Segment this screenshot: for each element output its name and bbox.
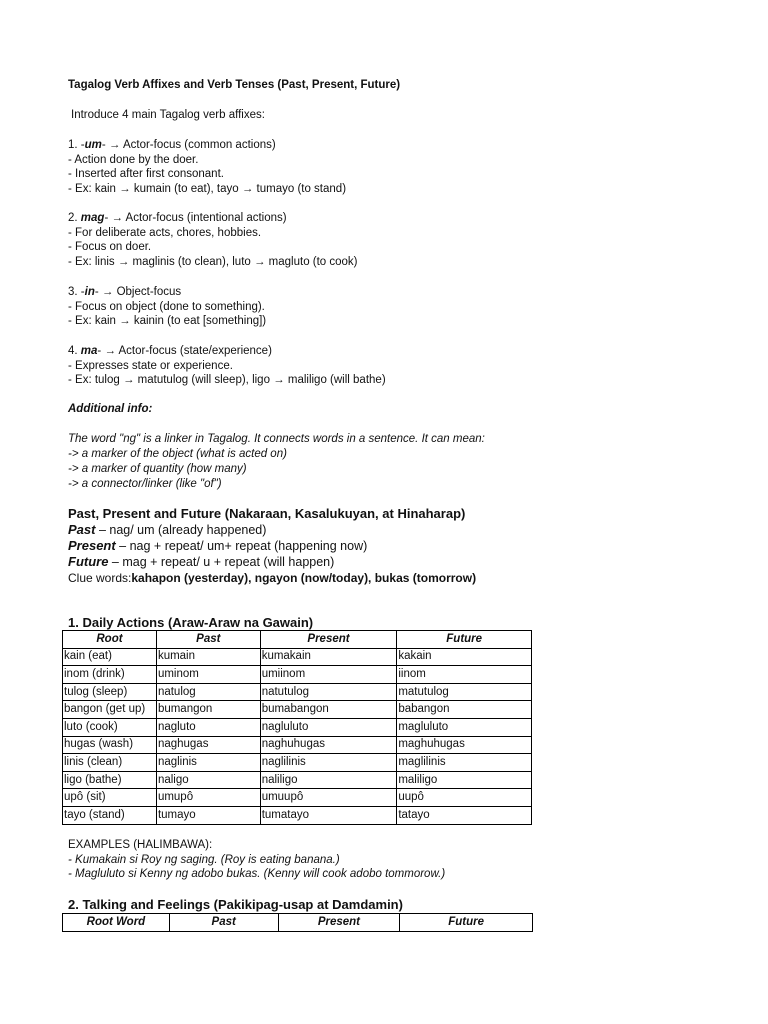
cell-past: naligo — [156, 771, 260, 789]
cell-present: umuupô — [260, 789, 397, 807]
intro-text: Introduce 4 main Tagalog verb affixes: — [71, 109, 265, 121]
cell-root: kain (eat) — [63, 648, 157, 666]
cell-root: ligo (bathe) — [63, 771, 157, 789]
table-row — [63, 754, 532, 772]
examples-heading: EXAMPLES (HALIMBAWA): — [68, 839, 213, 851]
cell-past: tumayo — [156, 806, 260, 824]
column-header-past: Past — [156, 631, 260, 649]
tense-present: Present – nag + repeat/ um+ repeat (happening now) — [68, 538, 368, 553]
section-1-heading: 1. Daily Actions (Araw-Araw na Gawain) — [68, 615, 314, 630]
cell-future: babangon — [397, 701, 532, 719]
cell-future: kakain — [397, 648, 532, 666]
additional-info-heading: Additional info: — [68, 403, 153, 415]
cell-future: magluluto — [397, 718, 532, 736]
affix-note: - For deliberate acts, chores, hobbies. — [68, 226, 262, 239]
daily-actions-table — [62, 630, 532, 825]
cell-present: nagluluto — [260, 718, 397, 736]
table-header-row — [63, 631, 532, 649]
cell-present: natutulog — [260, 683, 397, 701]
table-row — [63, 666, 532, 684]
section-2-heading: 2. Talking and Feelings (Pakikipag-usap at Damdamin) — [68, 897, 403, 912]
table-row — [63, 806, 532, 824]
cell-future: maglilinis — [397, 754, 532, 772]
cell-past: naglinis — [156, 754, 260, 772]
column-header-future: Future — [397, 631, 532, 649]
table-row — [63, 771, 532, 789]
cell-past: bumangon — [156, 701, 260, 719]
cell-root: hugas (wash) — [63, 736, 157, 754]
table-row — [63, 683, 532, 701]
column-header-past: Past — [169, 914, 278, 932]
cell-future: uupô — [397, 789, 532, 807]
cell-root: inom (drink) — [63, 666, 157, 684]
affix-note: - Expresses state or experience. — [68, 359, 233, 372]
document-title: Tagalog Verb Affixes and Verb Tenses (Past, Present, Future) — [68, 79, 401, 91]
cell-root: upô (sit) — [63, 789, 157, 807]
cell-future: matutulog — [397, 683, 532, 701]
affix-heading: 4. ma- → Actor-focus (state/experience) — [68, 345, 272, 357]
table-header-row — [63, 914, 533, 932]
table-row — [63, 789, 532, 807]
tenses-list — [68, 522, 476, 586]
clue-words: Clue words:kahapon (yesterday), ngayon (now/today), bukas (tomorrow) — [68, 571, 477, 585]
additional-info-line: -> a marker of the object (what is acted on) — [68, 448, 287, 460]
affix-example: - Ex: kain → kainin (to eat [something]) — [68, 315, 267, 328]
cell-root: luto (cook) — [63, 718, 157, 736]
cell-present: naliligo — [260, 771, 397, 789]
affix-block-2 — [68, 211, 358, 270]
cell-past: naghugas — [156, 736, 260, 754]
cell-root: bangon (get up) — [63, 701, 157, 719]
affix-example: - Ex: kain → kumain (to eat), tayo → tumayo (to stand) — [68, 183, 347, 196]
additional-info-block — [68, 432, 485, 492]
column-header-root: Root — [63, 631, 157, 649]
additional-info-line: -> a connector/linker (like "of") — [68, 478, 222, 490]
table-row — [63, 736, 532, 754]
affix-heading: 3. -in- → Object-focus — [68, 286, 182, 298]
cell-root: linis (clean) — [63, 754, 157, 772]
cell-future: tatayo — [397, 806, 532, 824]
additional-info-line: -> a marker of quantity (how many) — [68, 463, 247, 475]
table-row — [63, 648, 532, 666]
cell-past: natulog — [156, 683, 260, 701]
affix-note: - Action done by the doer. — [68, 153, 199, 166]
additional-info-line: The word "ng" is a linker in Tagalog. It connects words in a sentence. It can mean: — [68, 433, 485, 445]
table-row — [63, 701, 532, 719]
examples-block — [68, 838, 445, 882]
cell-present: bumabangon — [260, 701, 397, 719]
tense-future: Future – mag + repeat/ u + repeat (will happen) — [68, 554, 335, 569]
affix-heading: 2. mag- → Actor-focus (intentional actions) — [68, 212, 287, 224]
cell-future: iinom — [397, 666, 532, 684]
cell-past: umupô — [156, 789, 260, 807]
cell-past: nagluto — [156, 718, 260, 736]
cell-present: naghuhugas — [260, 736, 397, 754]
cell-past: kumain — [156, 648, 260, 666]
cell-root: tayo (stand) — [63, 806, 157, 824]
column-header-present: Present — [260, 631, 397, 649]
cell-present: naglilinis — [260, 754, 397, 772]
column-header-present: Present — [278, 914, 400, 932]
affix-example: - Ex: linis → maglinis (to clean), luto → magluto (to cook) — [68, 256, 358, 269]
talking-feelings-table — [62, 913, 533, 932]
table-row — [63, 718, 532, 736]
example-sentence: - Kumakain si Roy ng saging. (Roy is eating banana.) — [68, 853, 340, 866]
affix-block-3 — [68, 285, 266, 329]
affix-note: - Focus on object (done to something). — [68, 300, 265, 313]
column-header-root-word: Root Word — [63, 914, 170, 932]
affix-example: - Ex: tulog → matutulog (will sleep), ligo → maliligo (will bathe) — [68, 374, 386, 387]
cell-present: kumakain — [260, 648, 397, 666]
cell-future: maghuhugas — [397, 736, 532, 754]
column-header-future: Future — [400, 914, 533, 932]
affix-block-1 — [68, 138, 346, 197]
cell-present: tumatayo — [260, 806, 397, 824]
example-sentence: - Magluluto si Kenny ng adobo bukas. (Kenny will cook adobo tommorow.) — [68, 868, 446, 881]
affix-note: - Inserted after first consonant. — [68, 168, 224, 181]
cell-past: uminom — [156, 666, 260, 684]
cell-future: maliligo — [397, 771, 532, 789]
affix-heading: 1. -um- → Actor-focus (common actions) — [68, 139, 276, 151]
cell-present: umiinom — [260, 666, 397, 684]
affix-block-4 — [68, 344, 386, 388]
tense-past: Past – nag/ um (already happened) — [68, 522, 267, 537]
tenses-heading: Past, Present and Future (Nakaraan, Kasalukuyan, at Hinaharap) — [68, 506, 466, 521]
affix-note: - Focus on doer. — [68, 241, 152, 254]
cell-root: tulog (sleep) — [63, 683, 157, 701]
